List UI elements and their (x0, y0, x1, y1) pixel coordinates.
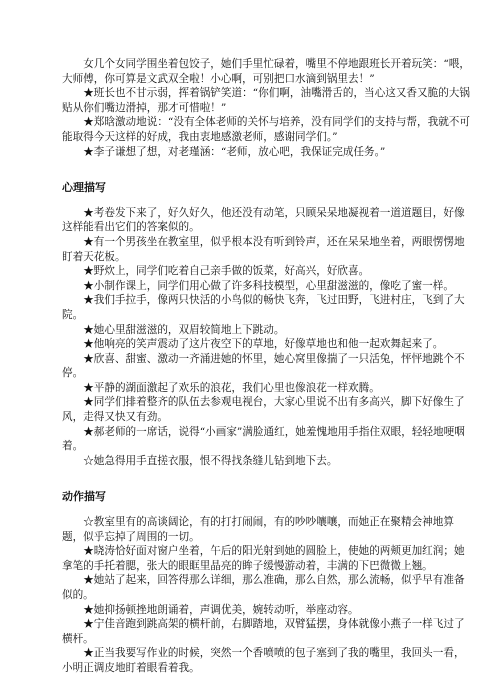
paragraph: ★他响亮的笑声震动了这片夜空下的草地，好像草地也和他一起欢舞起来了。 (83, 338, 444, 351)
spacer (62, 159, 472, 167)
paragraph: 女几个女同学围坐着包饺子，她们手里忙碌着，嘴里不停地跟班长开着玩笑：“喂，大师傅，你可算是文武双全啦！小心啊，可别把口水滴到锅里去！” (62, 58, 470, 85)
document-body (62, 57, 472, 676)
paragraph: ★郑晗激动地说：“没有全体老师的关怀与培养，没有同学们的支持与帮，我就不可能取得今天这样的好成，我由衷地感激老师，感谢同学们。” (62, 116, 470, 143)
paragraph: ★正当我要写作业的时候，突然一个香喷喷的包子塞到了我的嘴里，我回头一看，小明正调皮地盯着眼看着我。 (62, 647, 465, 674)
paragraph: ★同学们排着整齐的队伍去参观电视台，大家心里说不出有多高兴，脚下好像生了风，走得又快又有劲。 (62, 396, 465, 424)
paragraph: ★欣喜、甜蜜、激动一齐涌进她的怀里，她心窝里像揣了一只活兔，怦怦地跳个不停。 (62, 352, 465, 380)
section-heading-action: 动作描写 (62, 490, 106, 504)
paragraph: ★考卷发下来了，好久好久，他还没有动笔，只顾呆呆地凝视着一道道题目，好像这样能看出它们的答案似的。 (62, 206, 465, 234)
paragraph: ★晓涛恰好面对窗户坐着，午后的阳光射到她的圆脸上，使她的两颊更加红润；她拿笔的手托着腮，张大的眼眶里晶亮的眸子缓慢游动着，丰满的下巴微微上翘。 (62, 545, 465, 572)
paragraph: ★平静的湖面激起了欢乐的浪花，我们心里也像浪花一样欢腾。 (83, 381, 380, 394)
paragraph: ★小制作课上，同学们用心做了许多科技模型，心里甜滋滋的，像吃了蜜一样。 (83, 279, 454, 292)
paragraph: ★班长也不甘示弱，挥着锅铲笑道：“你们啊，油嘴滑舌的，当心这又香又脆的大锅贴从你们嘴边滑掉，那才可惜啦！” (62, 87, 470, 114)
paragraph: ★野炊上，同学们吃着自己亲手做的饭菜，好高兴，好欣喜。 (83, 265, 370, 278)
paragraph: ★郝老师的一席话，说得“小画家”满脸通红，她羞愧地用手指住双眼，轻轻地哽咽着。 (62, 425, 465, 453)
paragraph: ★有一个男孩坐在教室里，似乎根本没有听到铃声，还在呆呆地坐着，两眼愣愣地盯着天花板。 (62, 235, 465, 263)
paragraph: ★李子谦想了想，对老瑾涵：“老师，放心吧，我保证完成任务。” (83, 145, 386, 158)
spacer (62, 468, 472, 476)
paragraph: ★我们手拉手，像两只快活的小鸟似的畅快飞奔，飞过田野，飞进村庄，飞到了大院。 (62, 294, 465, 321)
paragraph: ☆她急得用手直搓衣服，恨不得找条缝儿钻到地下去。 (83, 454, 338, 467)
paragraph: ★宁佳音跑到跳高架的横杆前，右脚踏地，双臂猛摆，身体就像小燕子一样飞过了横杆。 (62, 618, 465, 645)
paragraph: ★她站了起来，回答得那么详细，那么准确，那么自然，那么流畅，似乎早有准备似的。 (62, 574, 465, 601)
section-heading-psychology: 心理描写 (62, 181, 106, 195)
paragraph: ★她心里甜滋滋的，双眉较简地上下跳动。 (83, 323, 285, 336)
paragraph: ★她抑扬顿挫地朗诵着，声调优美，婉转动听，举座动容。 (83, 603, 359, 616)
paragraph: ☆教室里有的高谈阔论，有的打打闹闹，有的吵吵嚷嚷，而她正在聚精会神地算题，似乎忘掉了周围的一切。 (62, 516, 454, 543)
